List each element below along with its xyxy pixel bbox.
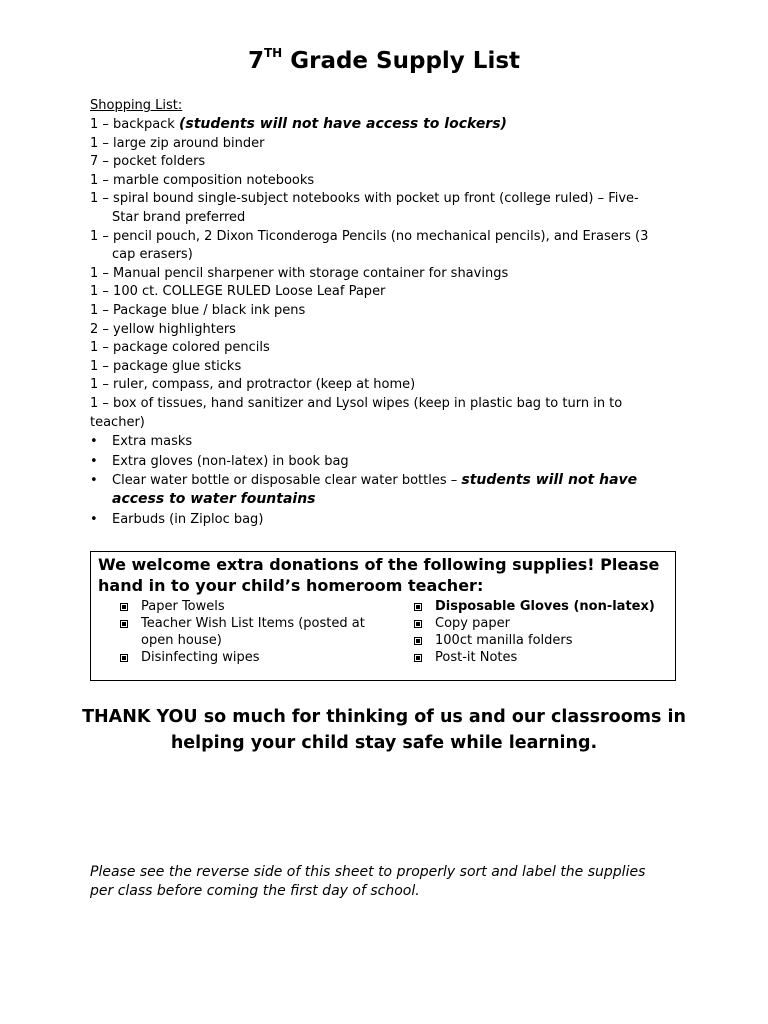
donation-item	[119, 649, 369, 666]
item-quantity: 1	[90, 302, 99, 318]
extra-items-list	[90, 432, 670, 529]
checkbox-icon	[414, 603, 422, 611]
item-wrap: teacher)	[90, 414, 145, 430]
donation-item-text: Teacher Wish List Items (posted at open house)	[141, 616, 365, 648]
list-item: 2 – yellow highlighters	[90, 321, 236, 337]
bullet-dot-icon: •	[90, 511, 98, 527]
list-item: 1 – package glue sticks	[90, 358, 242, 374]
item-quantity: 1	[90, 358, 99, 374]
item-quantity: 1	[90, 284, 99, 300]
donation-item-text: Disinfecting wipes	[141, 650, 260, 665]
checkbox-icon	[414, 620, 422, 628]
item-quantity: 1	[90, 228, 99, 244]
donations-left-column	[119, 598, 369, 666]
bullet-item	[90, 432, 670, 451]
item-text: 100 ct. COLLEGE RULED Loose Leaf Paper	[113, 284, 386, 300]
shopping-list-heading: Shopping List:	[90, 98, 183, 113]
reverse-side-note: Please see the reverse side of this sheet to properly sort and label the supplies per class before coming the first day of school.	[90, 864, 646, 899]
donation-item-text: Paper Towels	[141, 599, 225, 614]
item-text: box of tissues, hand sanitizer and Lysol wipes (keep in plastic bag to turn in to	[113, 395, 623, 411]
bullet-item	[90, 452, 670, 471]
thank-you-bold: THANK YOU	[82, 707, 198, 727]
donation-item	[413, 649, 663, 666]
bullet-text: Clear water bottle or disposable clear water bottles –	[112, 472, 462, 488]
bullet-dot-icon: •	[90, 472, 98, 488]
donations-right-column	[413, 598, 663, 666]
item-quantity: 1	[90, 191, 99, 207]
title-grade-number: 7	[247, 48, 264, 74]
bullet-text: Extra masks	[112, 434, 193, 450]
bullet-item	[90, 471, 670, 510]
item-quantity: 1	[90, 395, 99, 411]
item-text: marble composition notebooks	[113, 172, 315, 188]
list-item: 1 – large zip around binder	[90, 135, 265, 151]
list-item: 1 – Manual pencil sharpener with storage container for shavings	[90, 265, 509, 281]
item-text: package glue sticks	[113, 358, 242, 374]
item-quantity: 1	[90, 135, 99, 151]
donation-item-text: Copy paper	[435, 616, 510, 631]
checkbox-icon	[120, 603, 128, 611]
bullet-emphasis: students will not have	[461, 471, 638, 488]
list-item: 1 – backpack (students will not have access to lockers)	[90, 116, 507, 132]
bullet-emphasis: access to water fountains	[112, 491, 316, 508]
checkbox-icon	[414, 654, 422, 662]
item-continuation: cap erasers)	[112, 247, 193, 263]
title-text: Grade Supply List	[282, 48, 521, 74]
list-item: 7 – pocket folders	[90, 154, 206, 170]
shopping-list	[90, 97, 670, 529]
item-text: yellow highlighters	[113, 321, 236, 337]
item-text: ruler, compass, and protractor (keep at home)	[113, 377, 416, 393]
donation-item-text: 100ct manilla folders	[435, 633, 573, 648]
list-item: 1 – Package blue / black ink pens	[90, 302, 306, 318]
item-quantity: 1	[90, 117, 99, 132]
donations-box	[90, 551, 676, 681]
donation-item	[413, 632, 663, 649]
checkbox-icon	[414, 637, 422, 645]
item-text: pencil pouch, 2 Dixon Ticonderoga Pencils (no mechanical pencils), and Erasers (3	[113, 228, 649, 244]
list-item: 1 – pencil pouch, 2 Dixon Ticonderoga Pencils (no mechanical pencils), and Erasers (3 cap erasers)	[90, 228, 670, 265]
page-title	[0, 48, 768, 74]
donation-item-text: Disposable Gloves (non-latex)	[435, 599, 655, 614]
donation-item-text: Post-it Notes	[435, 650, 518, 665]
checkbox-icon	[120, 620, 128, 628]
list-item: 1 – 100 ct. COLLEGE RULED Loose Leaf Paper	[90, 284, 386, 300]
list-item: 1 – package colored pencils	[90, 340, 270, 356]
donation-item	[413, 598, 663, 615]
bullet-text: Earbuds (in Ziploc bag)	[112, 511, 264, 527]
item-continuation: Star brand preferred	[112, 209, 246, 225]
donations-heading: We welcome extra donations of the following supplies! Please hand in to your child’s homeroom teacher:	[98, 555, 660, 595]
bullet-dot-icon: •	[90, 453, 98, 469]
item-quantity: 1	[90, 265, 99, 281]
item-text: Manual pencil sharpener with storage container for shavings	[113, 265, 509, 281]
donation-item	[413, 615, 663, 632]
bullet-text: Extra gloves (non-latex) in book bag	[112, 453, 349, 469]
donation-item	[119, 615, 369, 649]
bullet-item	[90, 510, 670, 529]
item-text: large zip around binder	[113, 135, 265, 151]
item-quantity: 2	[90, 321, 99, 337]
item-text: backpack	[113, 117, 175, 132]
bullet-dot-icon: •	[90, 434, 98, 450]
list-item: 1 – marble composition notebooks	[90, 172, 315, 188]
donation-item	[119, 598, 369, 615]
item-text: Package blue / black ink pens	[113, 302, 306, 318]
shopping-items	[90, 115, 670, 432]
title-superscript: TH	[263, 46, 283, 60]
item-quantity: 1	[90, 340, 99, 356]
item-text: package colored pencils	[113, 340, 270, 356]
item-quantity: 7	[90, 154, 99, 170]
item-quantity: 1	[90, 377, 99, 393]
list-item: 1 – box of tissues, hand sanitizer and Lysol wipes (keep in plastic bag to turn in to teacher)	[90, 395, 623, 430]
checkbox-icon	[120, 654, 128, 662]
item-text: spiral bound single-subject notebooks with pocket up front (college ruled) – Five-	[113, 191, 639, 207]
item-emphasis: (students will not have access to lockers)	[178, 116, 507, 132]
list-item: 1 – spiral bound single-subject notebooks with pocket up front (college ruled) – Five- Star brand preferred	[90, 190, 670, 227]
item-quantity: 1	[90, 172, 99, 188]
list-item: 1 – ruler, compass, and protractor (keep at home)	[90, 377, 416, 393]
thank-you-message	[60, 704, 708, 756]
thank-you-rest: so much for thinking of us and our classrooms in helping your child stay safe while learning.	[170, 707, 686, 753]
item-text: pocket folders	[113, 154, 206, 170]
